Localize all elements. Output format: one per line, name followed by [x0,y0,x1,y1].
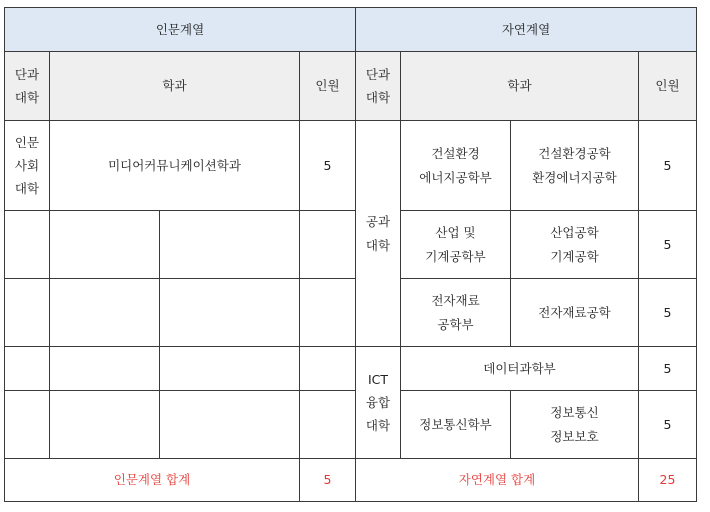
humanities-dept-header: 학과 [50,52,300,121]
humanities-total-label: 인문계열 합계 [5,459,300,502]
engineering-count: 5 [639,121,697,211]
humanities-college: 인문 사회 대학 [5,121,50,211]
empty-cell [5,391,50,459]
admissions-table-wrapper [4,7,697,502]
empty-cell [160,279,300,347]
humanities-dept: 미디어커뮤니케이션학과 [50,121,300,211]
empty-cell [50,391,160,459]
humanities-college-header: 단과 대학 [5,52,50,121]
empty-cell [300,279,356,347]
empty-cell [5,211,50,279]
empty-cell [5,347,50,391]
humanities-count: 5 [300,121,356,211]
science-header: 자연계열 [356,8,697,52]
humanities-total: 5 [300,459,356,502]
ict-count: 5 [639,391,697,459]
engineering-division: 산업 및 기계공학부 [401,211,511,279]
engineering-majors: 건설환경공학 환경에너지공학 [511,121,639,211]
empty-cell [160,211,300,279]
engineering-majors: 전자재료공학 [511,279,639,347]
empty-cell [300,211,356,279]
engineering-count: 5 [639,279,697,347]
empty-cell [160,347,300,391]
ict-majors: 정보통신 정보보호 [511,391,639,459]
ict-count: 5 [639,347,697,391]
engineering-college: 공과 대학 [356,121,401,347]
empty-cell [160,391,300,459]
admissions-table [4,7,697,502]
humanities-header: 인문계열 [5,8,356,52]
empty-cell [50,279,160,347]
ict-division: 데이터과학부 [401,347,639,391]
science-total-label: 자연계열 합계 [356,459,639,502]
empty-cell [300,391,356,459]
engineering-majors: 산업공학 기계공학 [511,211,639,279]
science-dept-header: 학과 [401,52,639,121]
engineering-count: 5 [639,211,697,279]
empty-cell [50,347,160,391]
empty-cell [5,279,50,347]
engineering-division: 전자재료 공학부 [401,279,511,347]
science-college-header: 단과 대학 [356,52,401,121]
science-count-header: 인원 [639,52,697,121]
engineering-division: 건설환경 에너지공학부 [401,121,511,211]
humanities-count-header: 인원 [300,52,356,121]
empty-cell [300,347,356,391]
ict-division: 정보통신학부 [401,391,511,459]
science-total: 25 [639,459,697,502]
ict-college: ICT 융합 대학 [356,347,401,459]
empty-cell [50,211,160,279]
